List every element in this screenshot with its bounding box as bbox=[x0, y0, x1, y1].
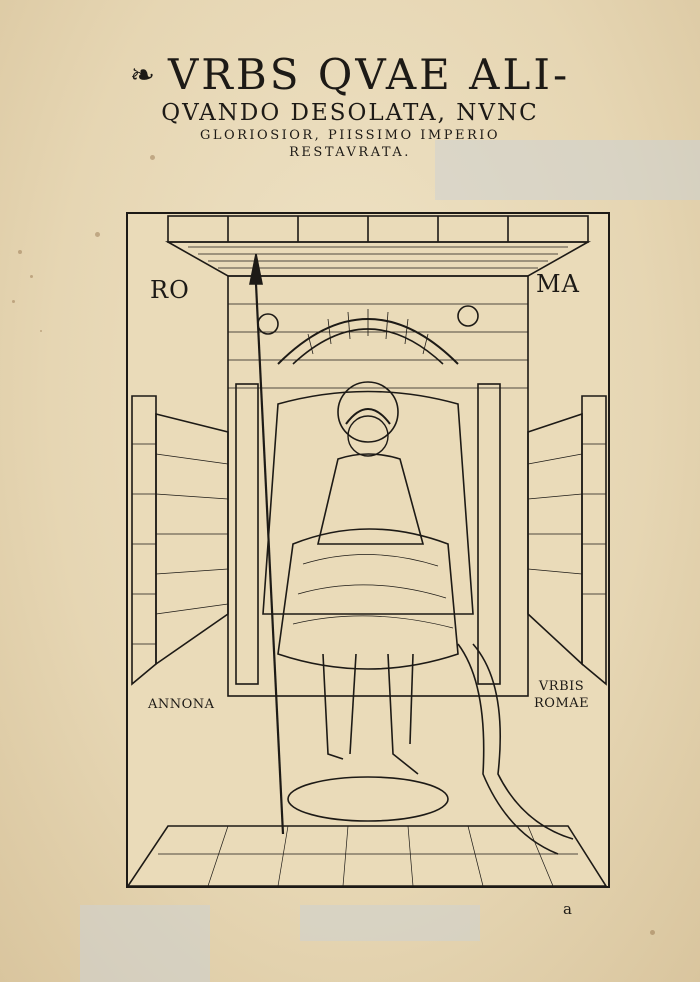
foxing-spot bbox=[650, 930, 655, 935]
foxing-spot bbox=[30, 275, 33, 278]
label-romae: ROMAE bbox=[534, 696, 590, 711]
enthroned-roma-figure bbox=[128, 214, 608, 886]
title-line-1 bbox=[0, 52, 700, 99]
title-line-4: RESTAVRATA. bbox=[289, 145, 411, 160]
woodcut-illustration bbox=[126, 212, 610, 888]
foxing-spot bbox=[18, 250, 22, 254]
label-urbis-romae bbox=[534, 678, 589, 712]
repair-tape bbox=[300, 905, 480, 941]
title-line-3: GLORIOSIOR, PIISSIMO IMPERIO bbox=[199, 128, 501, 143]
foxing-spot bbox=[12, 300, 15, 303]
foxing-spot bbox=[40, 330, 42, 332]
foxing-spot bbox=[95, 232, 100, 237]
title-block bbox=[0, 52, 700, 161]
label-ma: MA bbox=[536, 270, 580, 298]
label-ro: RO bbox=[150, 276, 190, 304]
repair-tape bbox=[80, 905, 210, 982]
title-line-1-text: VRBS QVAE ALI- bbox=[167, 50, 571, 99]
fleuron-icon: ❧ bbox=[129, 58, 158, 93]
signature-mark: a bbox=[563, 900, 572, 918]
title-line-2: QVANDO DESOLATA, NVNC bbox=[161, 100, 539, 126]
label-urbis: VRBIS bbox=[538, 679, 585, 694]
label-annona: ANNONA bbox=[148, 697, 215, 712]
